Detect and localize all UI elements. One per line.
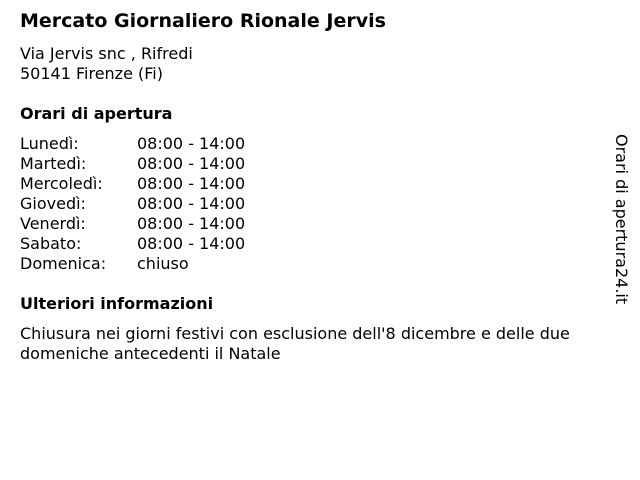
hours-row-wednesday bbox=[20, 174, 245, 194]
info-text: Chiusura nei giorni festivi con esclusione dell'8 dicembre e delle due domeniche antecedenti il Natale bbox=[20, 324, 570, 363]
hours-day: Domenica: bbox=[20, 254, 107, 273]
hours-day: Giovedì: bbox=[20, 194, 86, 213]
hours-row-thursday bbox=[20, 194, 245, 214]
hours-day: Sabato: bbox=[20, 234, 82, 253]
hours-time: chiuso bbox=[137, 254, 189, 273]
store-title: Mercato Giornaliero Rionale Jervis bbox=[20, 10, 386, 32]
hours-day: Martedì: bbox=[20, 154, 87, 173]
hours-heading: Orari di apertura bbox=[20, 104, 173, 123]
hours-time: 08:00 - 14:00 bbox=[137, 134, 246, 153]
hours-time: 08:00 - 14:00 bbox=[137, 154, 246, 173]
hours-time: 08:00 - 14:00 bbox=[137, 194, 246, 213]
hours-day: Mercoledì: bbox=[20, 174, 103, 193]
hours-row-saturday bbox=[20, 234, 245, 254]
hours-day: Lunedì: bbox=[20, 134, 79, 153]
hours-time: 08:00 - 14:00 bbox=[137, 234, 246, 253]
hours-time: 08:00 - 14:00 bbox=[137, 174, 246, 193]
address-block bbox=[20, 44, 193, 84]
hours-row-sunday bbox=[20, 254, 245, 274]
hours-row-tuesday bbox=[20, 154, 245, 174]
side-brand-text: Orari di apertura24.it bbox=[612, 134, 631, 305]
address-street: Via Jervis snc , Rifredi bbox=[20, 44, 193, 63]
hours-row-monday bbox=[20, 134, 245, 154]
hours-day: Venerdì: bbox=[20, 214, 86, 233]
info-heading: Ulteriori informazioni bbox=[20, 294, 214, 313]
address-city: 50141 Firenze (Fi) bbox=[20, 64, 163, 83]
hours-row-friday bbox=[20, 214, 245, 234]
hours-time: 08:00 - 14:00 bbox=[137, 214, 246, 233]
hours-table bbox=[20, 134, 245, 274]
